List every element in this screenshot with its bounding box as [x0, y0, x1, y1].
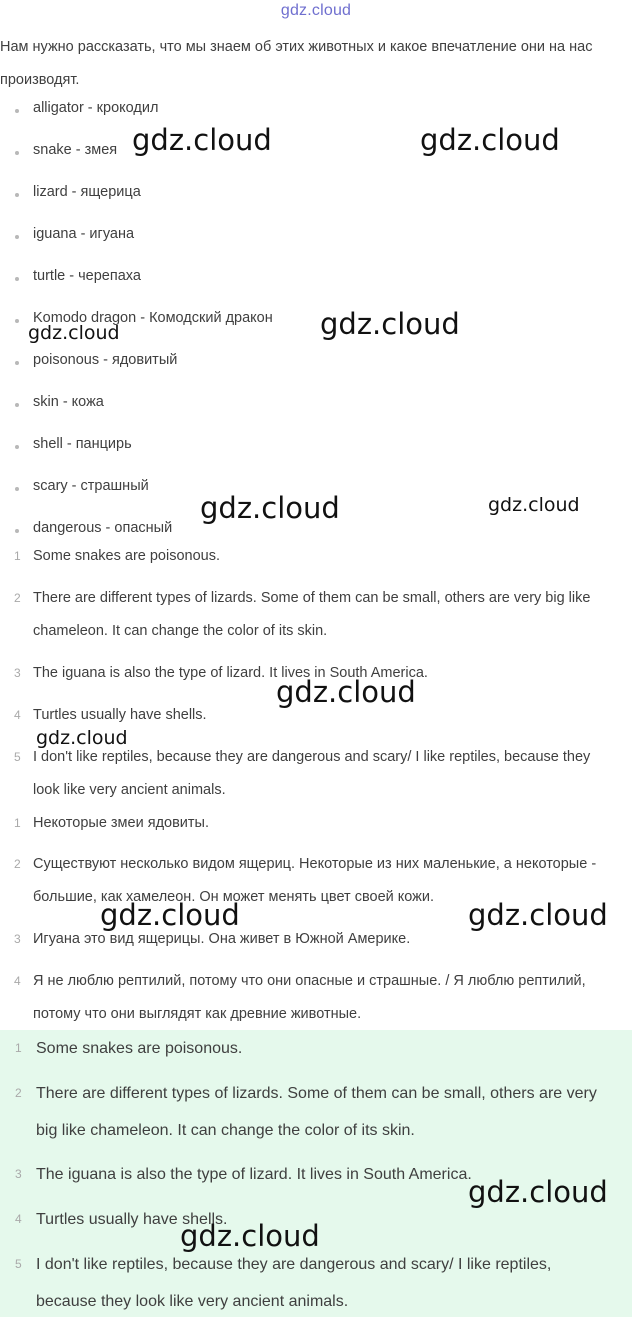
bullet-dot-icon — [15, 361, 19, 365]
bullet-dot-icon — [15, 529, 19, 533]
bullet-dot-icon — [15, 487, 19, 491]
watermark: gdz.cloud — [320, 307, 460, 341]
bullet-dot-icon — [15, 193, 19, 197]
list-item: turtle - черепаха — [0, 258, 632, 298]
list-item: Komodo dragon - Комодский дракон — [0, 300, 632, 340]
bullet-dot-icon — [15, 277, 19, 281]
watermark: gdz.cloud — [36, 727, 128, 749]
watermark: gdz.cloud — [488, 494, 580, 516]
list-item: iguana - игуана — [0, 216, 632, 256]
list-item: alligator - крокодил — [0, 90, 632, 130]
list-item: poisonous - ядовитый — [0, 342, 632, 382]
intro-paragraph — [0, 31, 632, 97]
list-item: lizard - ящерица — [0, 174, 632, 214]
watermark: gdz.cloud — [468, 898, 608, 932]
bullet-dot-icon — [15, 235, 19, 239]
highlighted-answer-block: 1 Some snakes are poisonous. 2 There are different types of lizards. Some of them can be small, others are very big like chameleon. It can change the color of its skin. 3 The iguana is also the type of lizard. It lives in South America. 4 Turtles usually have shells. 5 I don't like reptiles, because they are dangerous and scary/ I like reptiles, because they look like very ancient animals. — [0, 1030, 632, 1317]
bullet-dot-icon — [15, 319, 19, 323]
watermark: gdz.cloud — [200, 491, 340, 525]
list-item: snake - змея — [0, 132, 632, 172]
bullet-dot-icon — [15, 109, 19, 113]
watermark: gdz.cloud — [132, 123, 272, 157]
list-item: dangerous - опасный — [0, 510, 632, 550]
watermark: gdz.cloud — [420, 123, 560, 157]
watermark: gdz.cloud — [276, 675, 416, 709]
bullet-dot-icon — [15, 403, 19, 407]
watermark: gdz.cloud — [180, 1219, 320, 1253]
bullet-dot-icon — [15, 445, 19, 449]
watermark: gdz.cloud — [468, 1175, 608, 1209]
list-item: shell - панцирь — [0, 426, 632, 466]
watermark: gdz.cloud — [28, 322, 120, 344]
watermark: gdz.cloud — [100, 898, 240, 932]
site-logo[interactable]: gdz.cloud — [280, 2, 352, 19]
list-item: skin - кожа — [0, 384, 632, 424]
list-item: scary - страшный — [0, 468, 632, 508]
intro-text: Нам нужно рассказать, что мы знаем об этих животных и какое впечатление они на нас производят. — [0, 39, 593, 88]
bullet-dot-icon — [15, 151, 19, 155]
